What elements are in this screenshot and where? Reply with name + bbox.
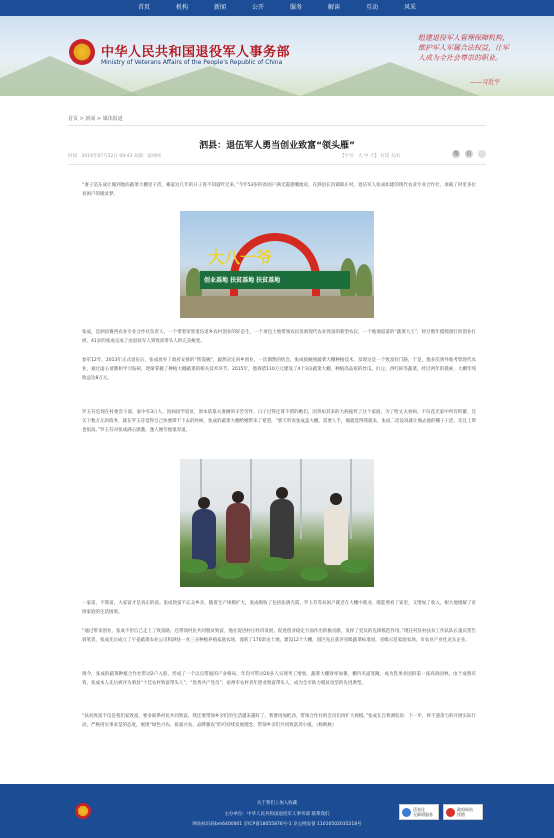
plant-leaf [300, 567, 328, 581]
nav-item-institutions[interactable]: 机构 [175, 4, 188, 11]
sign-characters: 大八一爷 [208, 248, 273, 267]
person-head [232, 491, 244, 503]
accessibility-icon [402, 808, 411, 817]
person-head [330, 493, 342, 505]
divider [68, 164, 486, 165]
article-meta: 时间：2019年07月22日 09:43 来源：宿州网 [68, 154, 161, 159]
header-slogan: 组建退役军人管理保障机构，维护军人军属合法权益，让军人成为全社会尊崇的职业。 [418, 34, 509, 62]
footer-icp: 网站标识码bm6400001 京ICP备18055876号-1 京公网安备 11010502035218号 [192, 822, 362, 827]
person-head [276, 487, 288, 499]
national-emblem-icon[interactable] [69, 39, 95, 65]
footer-links[interactable]: 关于我们 | 加入收藏 [256, 801, 298, 806]
article-paragraph: 张成，是泗县赛西农业专业合作社负责人，一个带着荣誉退伍返乡农村创业的好态生，一个承包土地带领农民发展现代农业致富的新型农民，一个地地道道的“蔬菜大王”，经过数年摸爬滚打的创业打拼，41岁的张成完成了由退役军人到致富带头人的完美蜕变。 [82, 330, 476, 344]
person [324, 505, 348, 565]
person [226, 503, 250, 563]
article-paragraph: “妻子是东成让俺到他的蔬菜大棚里干活，俺家这几年的日子真不知道咋过来，”今年53岁的贫困户满光霞感慨地说。在泗县长沟镇联庄村，退伍军人张成如建的现代农业专业合作社，承载了村里多位贫困户的脱贫梦。 [82, 183, 476, 197]
nav-item-interpretation[interactable]: 解读 [328, 4, 341, 11]
article-paragraph: 一家富，不算富，大家富才是真正的富。张成致富不忘众乡亲，随着生产规模扩大，张成吸收了包括张满光霞、罗玉芬等贫困户就近在大棚中就业，既能照看了家里，又增加了收入，根大地缓解了贫困家庭的生活困境。 [82, 601, 476, 615]
greenhouse-frame [250, 459, 252, 539]
person [270, 499, 294, 559]
ground [180, 296, 374, 318]
nav-item-style[interactable]: 风采 [404, 4, 417, 11]
article-tools[interactable]: 【字号：大 中 小】 打印 关闭 [340, 154, 400, 159]
nav-item-news[interactable]: 新闻 [213, 4, 226, 11]
breadcrumb[interactable]: 首页 > 新闻 > 媒体报道 [68, 116, 123, 122]
article-paragraph: 参军12年，2013年正式退伍后，张成放弃了政府安排的“铁饭碗”，毅然决定回乡创业，一次偶然的机会，张成接触到蔬菜大棚种植技术，发现这是一个致富好门路，于是，他多次到外地考察现代农业，通过虚心请教和学习钻研，逐渐掌握了种植大棚蔬菜的相关技术环节。2015年，他筹措110万元建设了4个3亩蔬菜大棚，种植高品质的丝瓜、豇豆、西红柿等蔬菜，经过两年的摸索，大棚年纯收益达8万元。 [82, 358, 476, 381]
plant-leaf [180, 559, 208, 573]
article-paragraph: 现今，张成的蔬菜种植合作社带动2户入股，形成了一个以点带面的产业格局，年均可带动20多人实现务工增收，蔬菜大棚效率加番，棚内夹道宽敞，成为乳果业园的第一座高效园林，由于成熟有效，张成本人先后被评为泗县“十佳农村致富带头人”、“优秀共产党员”，宿州市农村青年创业致富带头人，成为全市助力脱贫攻坚的先进典型。 [82, 672, 476, 686]
nav-item-interaction[interactable]: 互动 [366, 4, 379, 11]
article-paragraph: “扶贫致富不仅是我们家致富，要多联系村民共同致富，我还要带领乡亲们的生活越来越好了，我要再加把劲，带领合作社的会员们再扩大规模。”张成在自我调侃说：下一步，将不遗余力的开展实际行动，严格用实事求是的态度，展现“绿色兴农、质量兴农、品牌强农”的可持续发展理念，带领乡亲们共同致富奔小康。（杨秋秋） [82, 714, 476, 728]
badge-line: 找错 [457, 812, 465, 817]
divider [68, 125, 486, 126]
badge-line: 无障碍服务 [413, 812, 433, 817]
badge-line: 适老化 [413, 807, 425, 812]
article-paragraph: “通过带来创业，张成不但自己走上了致富路，还带领村民共同脱贫致富，他在促进村庄经济发展、促进创业稳定方面作出积极贡献，发挥了党员的先锋模范作用。”现任村驻村扶贫工作队队长童庆贺告诉笔者，张成先后成立了宇姜蔬菜农业公司和泗县一食三分种植养殖家庭农场，流转了170余亩土地，建设12个大棚，园区先后获评省级蔬菜标准园，省级示范家庭农场，市农业产业化龙头企业。 [82, 629, 476, 643]
slogan-author: ——习近平 [470, 79, 501, 86]
banner-mountain [300, 62, 480, 96]
article-title: 泗县：退伍军人勇当创业致富“领头雁” [199, 141, 355, 151]
banner-mountain [120, 66, 300, 96]
person-head [198, 497, 210, 509]
plant-leaf [216, 565, 244, 579]
tree [356, 264, 372, 298]
sign-board-text: 创业基地 扶贫基地 扶贫基地 [204, 277, 281, 284]
article-photo-base [180, 211, 374, 318]
article-photo-greenhouse [180, 459, 374, 587]
nav-item-services[interactable]: 服务 [290, 4, 303, 11]
nav-item-public[interactable]: 公开 [251, 4, 264, 11]
gov-site-error-badge[interactable] [443, 804, 483, 820]
plant-leaf [340, 559, 368, 573]
site-title[interactable]: 中华人民共和国退役军人事务部 [101, 45, 291, 60]
plant-leaf [260, 557, 288, 571]
share-wechat-icon[interactable]: 微 [453, 151, 459, 157]
badge-line: 政府网站 [457, 807, 473, 812]
gov-site-icon [446, 808, 455, 817]
accessibility-badge[interactable] [399, 804, 439, 820]
footer-sponsor: 主办单位：中华人民共和国退役军人事务部 联系我们 [224, 812, 330, 817]
share-more-icon[interactable] [478, 150, 486, 158]
greenhouse-frame [350, 459, 352, 539]
top-nav-bar [0, 0, 554, 16]
article-paragraph: 罗玉芬是现在村委会干部，家中有3口人，因病因学返贫，原本依靠夫妻俩的辛苦劳作，日子过得还算不错的她们，因突如其来的大病拖垮了这个家庭，为了给丈夫看病，不仅花光家中所有积蓄，还欠下数万元的债务，就在罗玉芬觉得自己快要撑不下去的时候，张成的蔬菜大棚给她带来了希望，“那天听说张成盖大棚，需要人手，俺就觉得我就来，张成二话没说就让俺去他的棚子干活，差且工资也很高。”罗玉芬对张成满心感激，逢人便夸他很厚道。 [82, 410, 476, 433]
nav-item-home[interactable]: 首页 [137, 4, 150, 11]
site-subtitle: Ministry of Veterans Affairs of the People's Republic of China [101, 59, 283, 66]
greenhouse-frame [300, 459, 302, 539]
share-weibo-icon[interactable]: 信 [466, 151, 472, 157]
